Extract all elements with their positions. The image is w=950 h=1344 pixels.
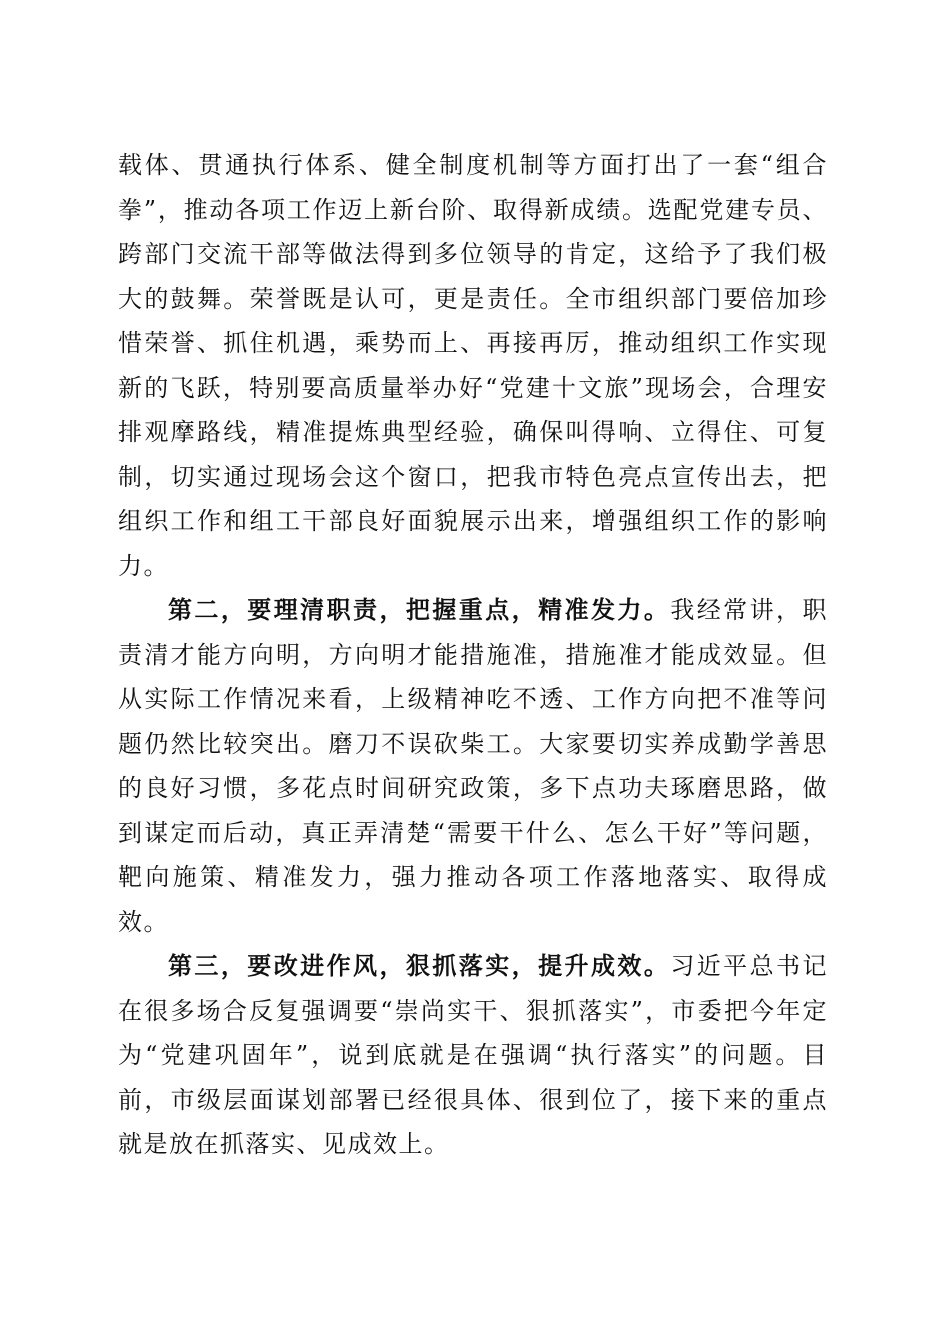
paragraph-2 [118, 588, 828, 944]
paragraph-3-text: 习近平总书记在很多场合反复强调要“崇尚实干、狠抓落实”，市委把今年定为“党建巩固年”，说到底就是在强调“执行落实”的问题。目前，市级层面谋划部署已经很具体、很到位了，接下来的重点就是放在抓落实、见成效上。 [118, 952, 828, 1158]
paragraph-3 [118, 944, 828, 1167]
paragraph-1 [118, 143, 828, 588]
paragraph-1-text: 载体、贯通执行体系、健全制度机制等方面打出了一套“组合拳”，推动各项工作迈上新台阶、取得新成绩。选配党建专员、跨部门交流干部等做法得到多位领导的肯定，这给予了我们极大的鼓舞。荣誉既是认可，更是责任。全市组织部门要倍加珍惜荣誉、抓住机遇，乘势而上、再接再厉，推动组织工作实现新的飞跃，特别要高质量举办好“党建十文旅”现场会，合理安排观摩路线，精准提炼典型经验，确保叫得响、立得住、可复制，切实通过现场会这个窗口，把我市特色亮点宣传出去，把组织工作和组工干部良好面貌展示出来，增强组织工作的影响力。 [118, 151, 828, 580]
paragraph-2-lead: 第二，要理清职责，把握重点，精准发力。 [168, 595, 671, 624]
document-body [118, 143, 828, 1167]
paragraph-2-text: 我经常讲，职责清才能方向明，方向明才能措施准，措施准才能成效显。但从实际工作情况来看，上级精神吃不透、工作方向把不准等问题仍然比较突出。磨刀不误砍柴工。大家要切实养成勤学善思的良好习惯，多花点时间研究政策，多下点功夫琢磨思路，做到谋定而后动，真正弄清楚“需要干什么、怎么干好”等问题，靶向施策、精准发力，强力推动各项工作落地落实、取得成效。 [118, 596, 828, 936]
paragraph-3-lead: 第三，要改进作风，狠抓落实，提升成效。 [168, 951, 671, 980]
